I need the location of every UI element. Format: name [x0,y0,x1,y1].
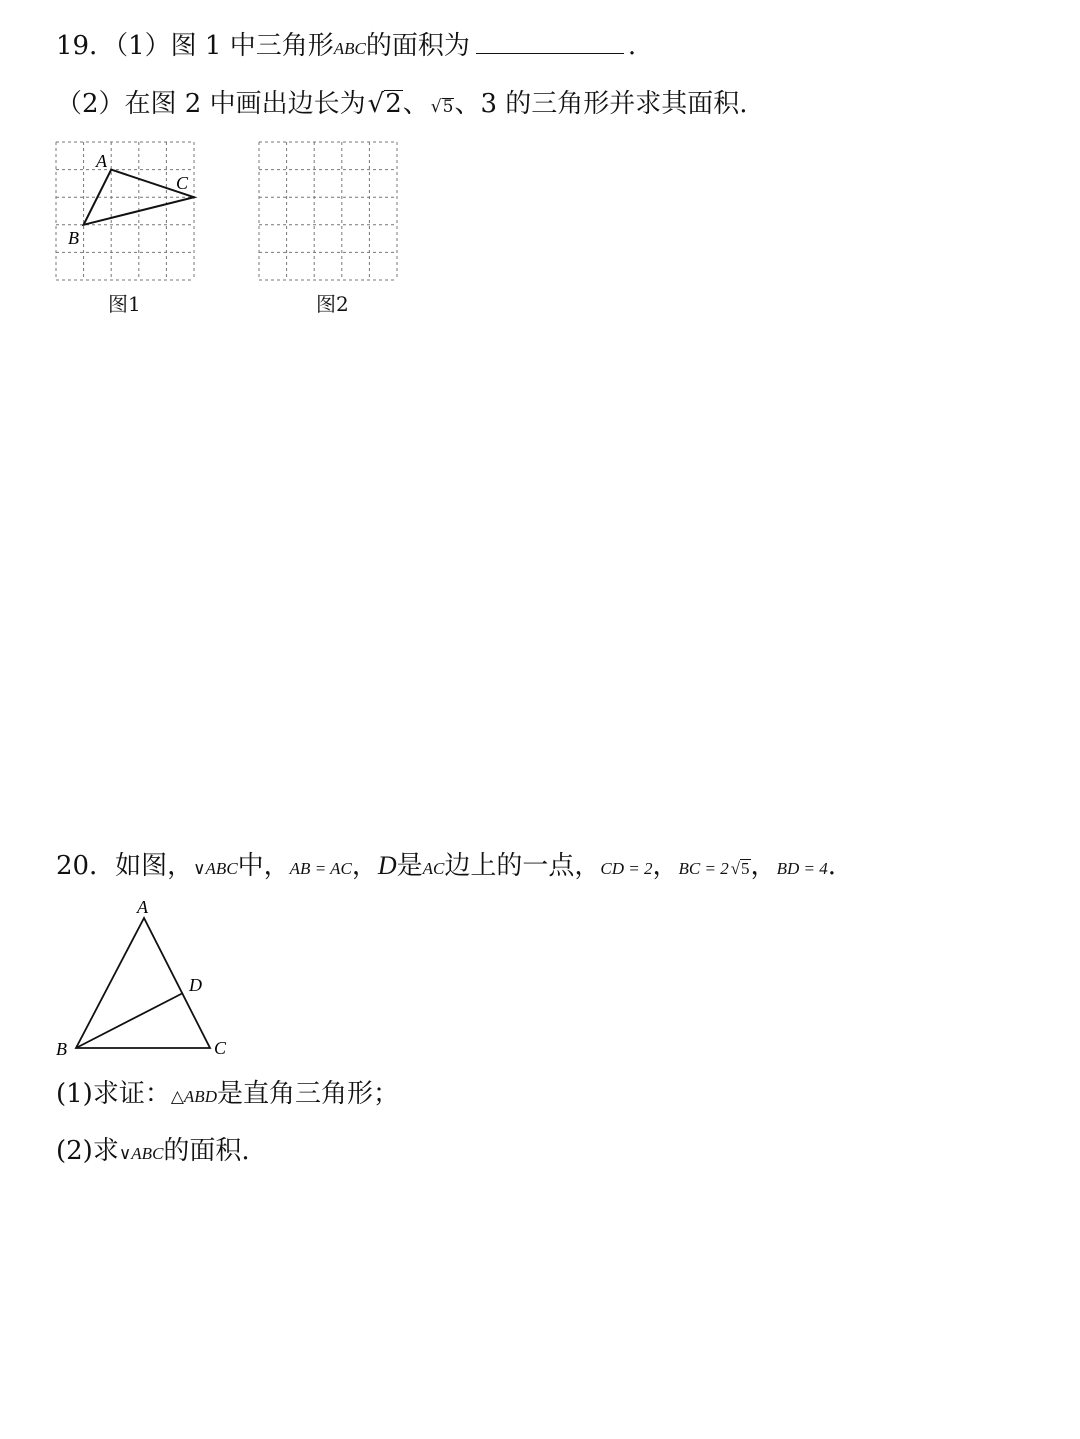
q20-text: ， [351,851,378,881]
q19-sep1: 、 [402,89,429,119]
q19-line1 [56,28,636,67]
triangle-abd: ABD [183,1087,217,1106]
figure2-caption: 图2 [316,292,349,316]
q20-text: 边上的一点， [444,851,601,881]
q20-label-b: B [56,1039,67,1059]
figure-q20 [50,892,250,1062]
q20-text: ， [652,851,679,881]
q20-label-c: C [214,1038,227,1058]
eq-cd: CD = 2 [600,859,653,878]
q19-line1-prefix: 19．（1）图 1 中三角形 [56,31,334,61]
figure1-caption: 图1 [108,292,141,316]
eq-bc [679,859,751,878]
eq-ab-ac: AB = AC [289,859,352,878]
triangle-symbol: ∨ [118,1144,132,1164]
q20-stem [56,848,836,887]
triangle-abc-ref: ABC [131,1144,164,1163]
figure1-grid [56,142,196,282]
part1-suffix: 是直角三角形； [216,1079,399,1109]
part2-prefix: (2)求 [56,1136,119,1166]
q20-abc: ABC [205,859,238,878]
q20-part2 [56,1133,250,1172]
eq-bc-coef: BC = 2 [678,859,729,878]
q20-text: . [827,851,836,881]
point-d: D [377,851,397,880]
sqrt5-bc: √5 [730,859,750,878]
figure2-grid[interactable] [259,142,399,282]
q20-text: 是 [396,851,423,881]
q19-line2-tail: 3 的三角形并求其面积. [480,89,748,119]
eq-bd: BD = 4 [776,859,828,878]
q19-abc: ABC [333,39,366,58]
q20-prefix: 20．如图， [56,851,194,881]
fig1-label-c: C [176,173,189,193]
q19-line2-prefix: （2）在图 2 中画出边长为 [56,89,366,119]
triangle-symbol: ∨ [193,859,206,879]
q20-text: ， [750,851,777,881]
q20-text: 中， [237,851,290,881]
q19-line1-middle: 的面积为 [365,31,470,61]
part2-suffix: 的面积. [163,1136,250,1166]
segment-ac: AC [422,859,445,878]
fig1-label-a: A [96,151,107,171]
fig1-label-b: B [68,228,79,248]
sqrt5: √5 [430,97,454,117]
q19-line1-suffix: . [627,31,637,61]
triangle-symbol: △ [170,1087,184,1107]
q20-part1 [56,1076,399,1115]
answer-blank[interactable] [476,29,624,54]
q19-sep2: 、 [454,89,481,119]
segment-bd [76,993,183,1048]
part1-prefix: (1)求证： [56,1079,171,1109]
q20-label-d: D [189,975,202,995]
q20-label-a: A [137,897,148,917]
sqrt2: √2 [367,89,402,119]
q19-line2 [56,86,748,125]
